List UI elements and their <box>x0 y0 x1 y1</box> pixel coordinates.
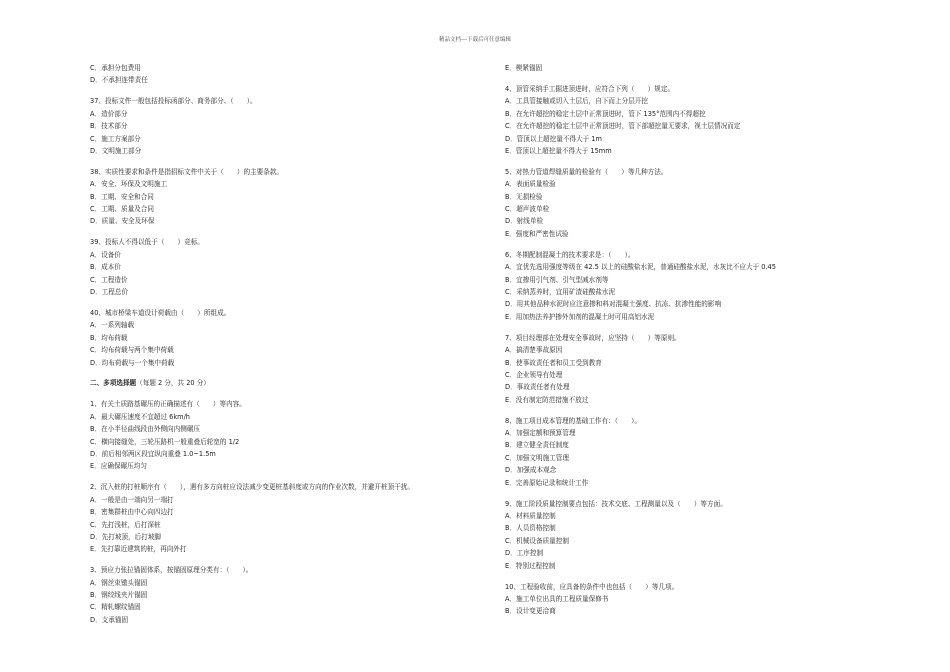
answer-option: A．工具管接触或切入土层后，自下而上分层开挖 <box>505 97 648 106</box>
answer-option: C．超声波单检 <box>505 205 550 214</box>
right-column <box>505 62 865 618</box>
answer-option: E．管顶以上超挖量不得大于 15mm <box>505 146 612 155</box>
answer-option: E．应确保碾压均匀 <box>90 462 147 471</box>
answer-option: E．特别过程控制 <box>505 561 556 570</box>
answer-option: A．设备价 <box>90 250 121 259</box>
answer-option: B．钢绞线夹片锚固 <box>90 591 148 600</box>
section-note: （每题 2 分，共 20 分） <box>136 379 210 388</box>
section-title: 二、多项选择题 <box>90 379 137 388</box>
spacer <box>90 87 450 96</box>
answer-option: C．工期、质量及合同 <box>90 205 154 214</box>
question-stem: 6、冬期配制混凝土的技术要求是：（ ）。 <box>505 250 635 259</box>
spacer <box>505 572 865 581</box>
answer-option: D．先打坡顶，后打坡脚 <box>90 532 162 541</box>
page-header: 精品文档---下载后可任意编辑 <box>439 37 511 43</box>
spacer <box>505 74 865 83</box>
answer-option: A．加强定额和预算管理 <box>505 429 576 438</box>
answer-option: B．技术部分 <box>90 122 128 131</box>
question-stem: 37、投标文件一般包括投标函部分、商务部分、（ ）。 <box>90 97 257 106</box>
answer-option: D．用其他品种水泥时应注意掺和料对混凝土强度、抗冻、抗渗性能的影响 <box>505 300 722 309</box>
answer-option: E．先打靠近建筑的桩，再向外打 <box>90 545 187 554</box>
answer-option: B．人员资格控制 <box>505 524 556 533</box>
answer-option: C．加强文明施工管理 <box>505 453 569 462</box>
question-stem: 7、项目经理部在处理安全事故时，应坚持（ ）等原则。 <box>505 333 681 342</box>
answer-option: E．强度和严密性试验 <box>505 229 569 238</box>
answer-option: A．表面质量检验 <box>505 180 556 189</box>
answer-option: A．施工单位出具的工程质量保修书 <box>505 594 609 603</box>
answer-option: A．一系列轴载 <box>90 321 135 330</box>
answer-option: D．质量、安全及环保 <box>90 217 155 226</box>
answer-option: D．加强成本观念 <box>505 466 557 475</box>
answer-option: C．横向接缝处，三轮压路机一般重叠后轮宽的 1/2 <box>90 437 240 446</box>
spacer <box>90 556 450 565</box>
answer-option: B．密集群桩由中心向四边打 <box>90 508 174 517</box>
answer-option: B．在允许超挖的稳定土层中正常顶进时，管下 135°范围内不得超挖 <box>505 109 706 118</box>
answer-option: B．设计变更洽商 <box>505 607 556 616</box>
answer-option: C．先打浅桩，后打深桩 <box>90 520 161 529</box>
answer-option: E．完善原始记录和统计工作 <box>505 478 589 487</box>
answer-option: B．工期、安全和合同 <box>90 192 154 201</box>
question-stem: 8、施工项目成本管理的基础工作有：（ ）。 <box>505 416 642 425</box>
question-stem: 1、有关土质路基碾压的正确描述有（ ）等内容。 <box>90 400 246 409</box>
answer-option: D．不承担连带责任 <box>90 76 148 85</box>
question-stem: 2、沉入桩的打桩顺序有（ ），遇有多方向桩应设法减少变更桩基斜度或方向的作业次数，并避开桩顶干扰。 <box>90 483 414 492</box>
answer-option: C．精轧螺纹锚固 <box>90 603 141 612</box>
answer-option: B．建立健全责任制度 <box>505 441 569 450</box>
answer-option: E．楔紧锚固 <box>505 64 543 72</box>
section-heading <box>90 377 450 389</box>
question-stem: 40、城市桥梁车道设计荷载由（ ）所组成。 <box>90 308 231 317</box>
spacer <box>90 473 450 482</box>
answer-option: B．均布荷载 <box>90 333 128 342</box>
answer-option: D．工程总价 <box>90 288 129 296</box>
answer-option: A．宜优先选用强度等级在 42.5 以上的硅酸盐水泥，普通硅酸盐水泥，水灰比不应大于 0.45 <box>505 263 776 272</box>
spacer <box>505 489 865 498</box>
answer-option: A．搞清楚事故原因 <box>505 346 563 355</box>
answer-option: D．均布荷载与一个集中荷载 <box>90 358 175 367</box>
question-stem: 38、实质性要求和条件是指招标文件中关于（ ）的主要条款。 <box>90 167 284 176</box>
answer-option: D．事故责任者有处理 <box>505 383 570 392</box>
answer-option: D．支承锚固 <box>90 615 129 624</box>
question-stem: 5、对热力管道焊缝质量的检验有（ ）等几种方法。 <box>505 167 668 176</box>
question-stem: 9、施工阶段质量控制要点包括：技术交底、工程测量以及（ ）等方面。 <box>505 499 727 508</box>
left-column <box>90 62 450 626</box>
answer-option: C．施工方案部分 <box>90 134 141 143</box>
spacer <box>90 369 450 378</box>
answer-option: A．安全、环保及文明施工 <box>90 180 168 189</box>
answer-option: B．使事故责任者和员工受到教育 <box>505 358 602 367</box>
answer-option: C．工程造价 <box>90 275 128 284</box>
question-stem: 39、投标人不得以低于（ ）竞标。 <box>90 238 204 247</box>
answer-option: C．在允许超挖的稳定土层中正常顶进时，管下部超挖量无要求，视土层情况而定 <box>505 122 741 131</box>
spacer <box>505 157 865 166</box>
question-stem: 4、顶管采纳手工掘进顶进时，应符合下列（ ）规定。 <box>505 84 675 93</box>
answer-option: B．在小半径曲线段由外侧向内侧碾压 <box>90 425 201 434</box>
answer-option: E．没有制定防范措施不放过 <box>505 395 589 404</box>
question-stem: 3、预应力张拉锚固体系，按锚固原理分类有：（ ）。 <box>90 566 253 575</box>
answer-option: D．文明施工部分 <box>90 146 142 155</box>
spacer <box>90 228 450 237</box>
question-stem: 10、工程验收前，应具备的条件中也包括（ ）等几项。 <box>505 582 679 591</box>
answer-option: A．造价部分 <box>90 109 128 118</box>
spacer <box>505 240 865 249</box>
answer-option: C．均布荷载与两个集中荷载 <box>90 346 174 355</box>
answer-option: C．机械设备质量控制 <box>505 536 569 545</box>
spacer <box>90 298 450 307</box>
answer-option: A．钢丝束镦头锚固 <box>90 578 148 587</box>
answer-option: D．前后相邻两区段宜纵向重叠 1.0~1.5m <box>90 449 216 458</box>
answer-option: D．射线单检 <box>505 217 544 226</box>
answer-option: B．宜掺用引气剂、引气型减水剂等 <box>505 275 609 284</box>
answer-option: D．工序控制 <box>505 549 544 558</box>
answer-option: C．承担分包费用 <box>90 64 141 72</box>
answer-option: B．成本价 <box>90 263 121 272</box>
spacer <box>90 157 450 166</box>
answer-option: C．企业领导有处理 <box>505 370 563 379</box>
answer-option: E．用加热法养护掺外加剂的混凝土时可用高铝水泥 <box>505 312 655 321</box>
answer-option: A．一般是由一端向另一端打 <box>90 495 174 504</box>
answer-option: D．管顶以上超挖量不得大于 1m <box>505 134 602 143</box>
spacer <box>505 323 865 332</box>
answer-option: A．材料质量控制 <box>505 512 556 520</box>
spacer <box>90 390 450 399</box>
answer-option: B．无损检验 <box>505 192 543 201</box>
spacer <box>505 406 865 415</box>
answer-option: C．采纳蒸养时，宜用矿渣硅酸盐水泥 <box>505 288 616 296</box>
answer-option: A．最大碾压速度不宜超过 6km/h <box>90 412 190 421</box>
